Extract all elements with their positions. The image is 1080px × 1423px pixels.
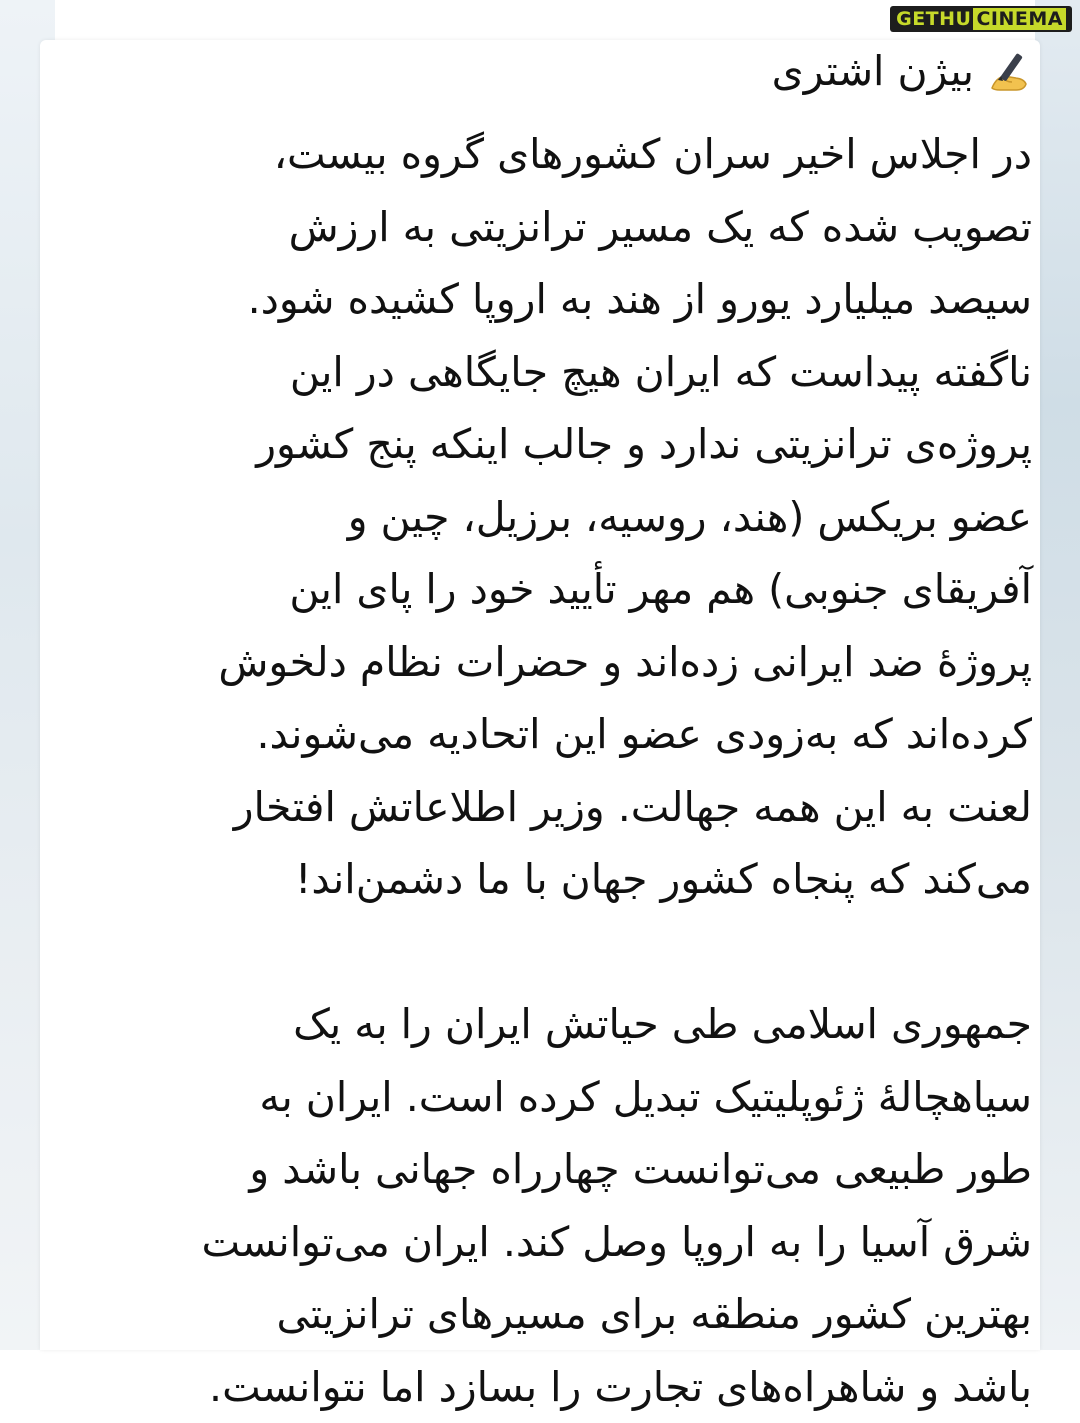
text-line: لعنت به این همه جهالت. وزیر اطلاعاتش افتخار <box>32 771 1032 844</box>
text-line: سیصد میلیارد یورو از هند به اروپا کشیده شود. <box>32 263 1032 336</box>
text-line: عضو بریکس (هند، روسیه، برزیل، چین و <box>32 481 1032 554</box>
author-header <box>772 48 1032 94</box>
watermark-logo <box>890 6 1072 32</box>
author-name: بیژن اشتری <box>772 51 974 92</box>
text-line: در اجلاس اخیر سران کشورهای گروه بیست، <box>32 118 1032 191</box>
text-line: کرده‌اند که به‌زودی عضو این اتحادیه می‌شوند. <box>32 698 1032 771</box>
text-line: آفریقای جنوبی) هم مهر تأیید خود را پای این <box>32 553 1032 626</box>
text-line: تصویب شده که یک مسیر ترانزیتی به ارزش <box>32 191 1032 264</box>
text-line: می‌کند که پنجاه کشور جهان با ما دشمن‌اند! <box>32 843 1032 916</box>
text-line: سیاهچالهٔ ژئوپلیتیک تبدیل کرده است. ایران به <box>32 1061 1032 1134</box>
text-line: باشد و شاهراه‌های تجارت را بسازد اما نتوانست. <box>32 1351 1032 1423</box>
paragraph-gap <box>32 916 1032 989</box>
text-line: بهترین کشور منطقه برای مسیرهای ترانزیتی <box>32 1278 1032 1351</box>
writing-hand-icon <box>986 48 1032 94</box>
text-line: جمهوری اسلامی طی حیاتش ایران را به یک <box>32 988 1032 1061</box>
post-body <box>32 118 1032 1423</box>
text-line: شرق آسیا را به اروپا وصل کند. ایران می‌توانست <box>32 1206 1032 1279</box>
text-line: پروژهٔ ضد ایرانی زده‌اند و حضرات نظام دلخوش <box>32 626 1032 699</box>
text-line: پروژه‌ی ترانزیتی ندارد و جالب اینکه پنج کشور <box>32 408 1032 481</box>
text-line: ناگفته پیداست که ایران هیچ جایگاهی در این <box>32 336 1032 409</box>
watermark-text-1: GETHU <box>896 8 971 30</box>
watermark-text-2: CINEMA <box>973 8 1066 30</box>
background-right <box>1035 0 1080 1350</box>
text-line: طور طبیعی می‌توانست چهارراه جهانی باشد و <box>32 1133 1032 1206</box>
